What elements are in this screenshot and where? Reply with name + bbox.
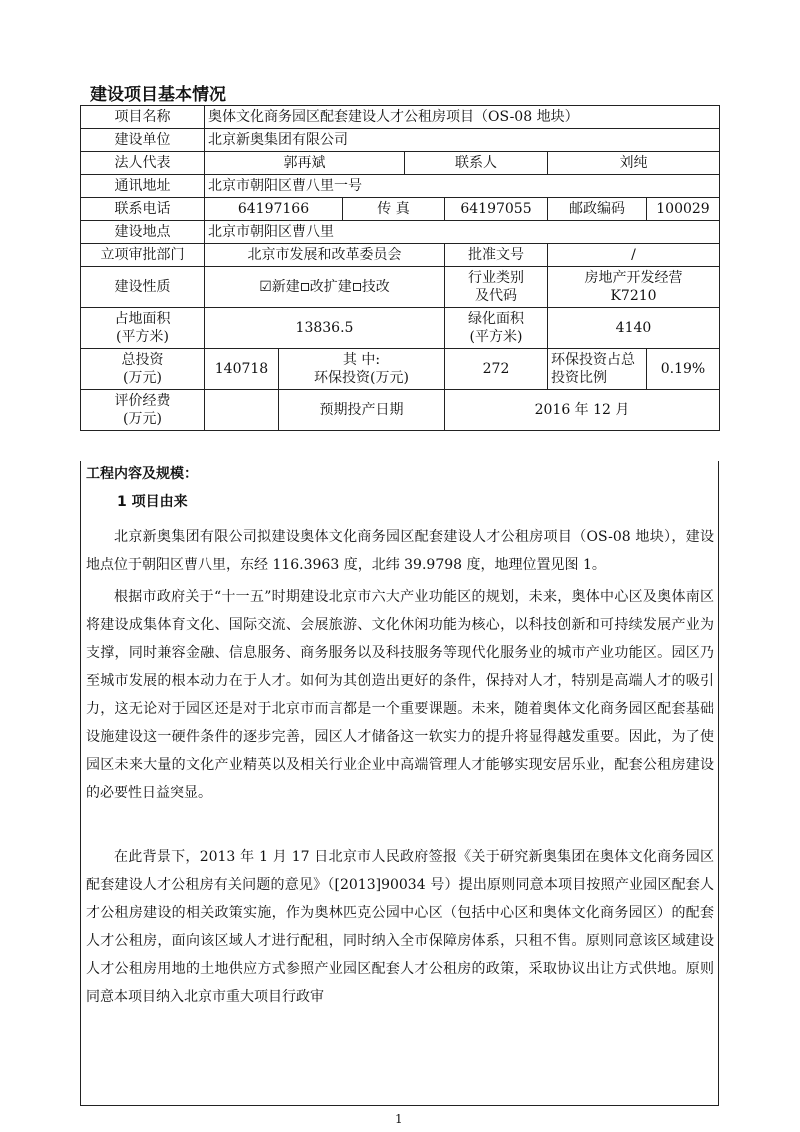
paragraph-1: 北京新奥集团有限公司拟建设奥体文化商务园区配套建设人才公租房项目（OS-08 地块），建设地点位于朝阳区曹八里，东经 116.3963 度，北纬 39.9798 度，地理位置见图 1。 — [86, 529, 714, 573]
fax-value: 64197055 — [445, 198, 548, 221]
table-row — [81, 244, 720, 267]
nature-expand-text: 改扩建 — [309, 279, 352, 295]
address-value: 北京市朝阳区曹八里一号 — [205, 175, 720, 198]
postcode-label: 邮政编码 — [548, 198, 647, 221]
table-row — [81, 349, 720, 390]
postcode-value: 100029 — [647, 198, 720, 221]
address-label: 通讯地址 — [81, 175, 205, 198]
invest-value: 140718 — [205, 349, 279, 390]
builder-label: 建设单位 — [81, 129, 205, 152]
table-row — [81, 390, 720, 431]
area-label-unit: (平方米) — [116, 329, 169, 345]
table-row — [81, 267, 720, 308]
site-value: 北京市朝阳区曹八里 — [205, 221, 720, 244]
nature-new-text: 新建 — [271, 279, 300, 295]
page-number: 1 — [395, 1112, 403, 1126]
table-row — [81, 152, 720, 175]
approval-no-value: / — [548, 244, 720, 267]
content-title: 工程内容及规模： — [86, 466, 198, 482]
document-title: 建设项目基本情况 — [90, 85, 226, 105]
invest-label-line: 总投资 — [121, 352, 164, 368]
prod-date-value: 2016 年 12 月 — [445, 390, 720, 431]
green-label — [445, 308, 548, 349]
project-info-table — [80, 105, 720, 431]
table-row — [81, 129, 720, 152]
industry-code: K7210 — [610, 288, 657, 304]
checked-box-icon: ☑ — [259, 279, 272, 295]
project-name-value: 奥体文化商务园区配套建设人才公租房项目（OS-08 地块） — [205, 106, 720, 129]
phone-value: 64197166 — [205, 198, 343, 221]
section-heading: 1 项目由来 — [117, 494, 188, 510]
env-invest-label-line: 环保投资(万元) — [314, 370, 409, 386]
industry-value-line: 房地产开发经营 — [584, 270, 683, 286]
empty-box-icon — [301, 283, 309, 291]
env-invest-label-line: 其 中: — [342, 352, 381, 368]
area-value: 13836.5 — [205, 308, 445, 349]
area-label — [81, 308, 205, 349]
env-invest-value: 272 — [445, 349, 548, 390]
contact-value: 刘纯 — [548, 152, 720, 175]
eval-fee-label-line: 评价经费 — [114, 393, 171, 409]
env-ratio-value: 0.19% — [647, 349, 720, 390]
env-ratio-label-line: 环保投资占总 — [551, 352, 635, 368]
green-label-line: 绿化面积 — [468, 311, 524, 327]
industry-label — [445, 267, 548, 308]
nature-label: 建设性质 — [81, 267, 205, 308]
legal-rep-value: 郭再斌 — [205, 152, 405, 175]
table-row — [81, 175, 720, 198]
project-name-label: 项目名称 — [81, 106, 205, 129]
table-row — [81, 106, 720, 129]
green-value: 4140 — [548, 308, 720, 349]
table-row — [81, 308, 720, 349]
site-label: 建设地点 — [81, 221, 205, 244]
industry-value — [548, 267, 720, 308]
table-row — [81, 198, 720, 221]
approval-dept-value: 北京市发展和改革委员会 — [205, 244, 445, 267]
fax-label: 传 真 — [343, 198, 445, 221]
prod-date-label: 预期投产日期 — [279, 390, 445, 431]
phone-label: 联系电话 — [81, 198, 205, 221]
table-row — [81, 221, 720, 244]
env-invest-label — [279, 349, 445, 390]
empty-box-icon — [353, 283, 361, 291]
legal-rep-label: 法人代表 — [81, 152, 205, 175]
eval-fee-value — [205, 390, 279, 431]
nature-value — [205, 267, 445, 308]
paragraph-3: 在此背景下，2013 年 1 月 17 日北京市人民政府签报《关于研究新奥集团在奥体文化商务园区配套建设人才公租房有关问题的意见》（[2013]90034 号）提出原则同意本项目按照产业园区配套人才公租房建设的相关政策实施，作为奥林匹克公园中心区（包括中心区和奥体文化商务园区）的配套人才公租房，面向该区域人才进行配租，同时纳入全市保障房体系，只租不售。原则同意该区域建设人才公租房用地的土地供应方式参照产业园区配套人才公租房的政策，采取协议出让方式供地。原则同意本项目纳入北京市重大项目行政审 — [86, 849, 714, 1005]
env-ratio-label — [548, 349, 647, 390]
area-label-line: 占地面积 — [114, 311, 171, 327]
eval-fee-label-unit: (万元) — [123, 411, 162, 427]
green-label-unit: (平方米) — [469, 329, 523, 345]
builder-value: 北京新奥集团有限公司 — [205, 129, 720, 152]
contact-label: 联系人 — [405, 152, 548, 175]
industry-label-line: 及代码 — [475, 288, 517, 304]
eval-fee-label — [81, 390, 205, 431]
invest-label-unit: (万元) — [123, 370, 162, 386]
approval-no-label: 批准文号 — [445, 244, 548, 267]
industry-label-line: 行业类别 — [468, 270, 524, 286]
invest-label — [81, 349, 205, 390]
nature-tech-text: 技改 — [361, 279, 390, 295]
project-content-section — [80, 461, 719, 1106]
env-ratio-label-line: 投资比例 — [551, 370, 607, 386]
paragraph-2: 根据市政府关于“十一五”时期建设北京市六大产业功能区的规划，未来，奥体中心区及奥体南区将建设成集体育文化、国际交流、会展旅游、文化休闲功能为核心，以科技创新和可持续发展产业为支撑，同时兼容金融、信息服务、商务服务以及科技服务等现代化服务业的城市产业功能区。园区乃至城市发展的根本动力在于人才。如何为其创造出更好的条件，保持对人才，特别是高端人才的吸引力，这无论对于园区还是对于北京市而言都是一个重要课题。未来，随着奥体文化商务园区配套基础设施建设这一硬件条件的逐步完善，园区人才储备这一软实力的提升将显得越发重要。因此，为了使园区未来大量的文化产业精英以及相关行业企业中高端管理人才能够实现安居乐业，配套公租房建设的必要性日益突显。 — [86, 589, 714, 801]
approval-dept-label: 立项审批部门 — [81, 244, 205, 267]
